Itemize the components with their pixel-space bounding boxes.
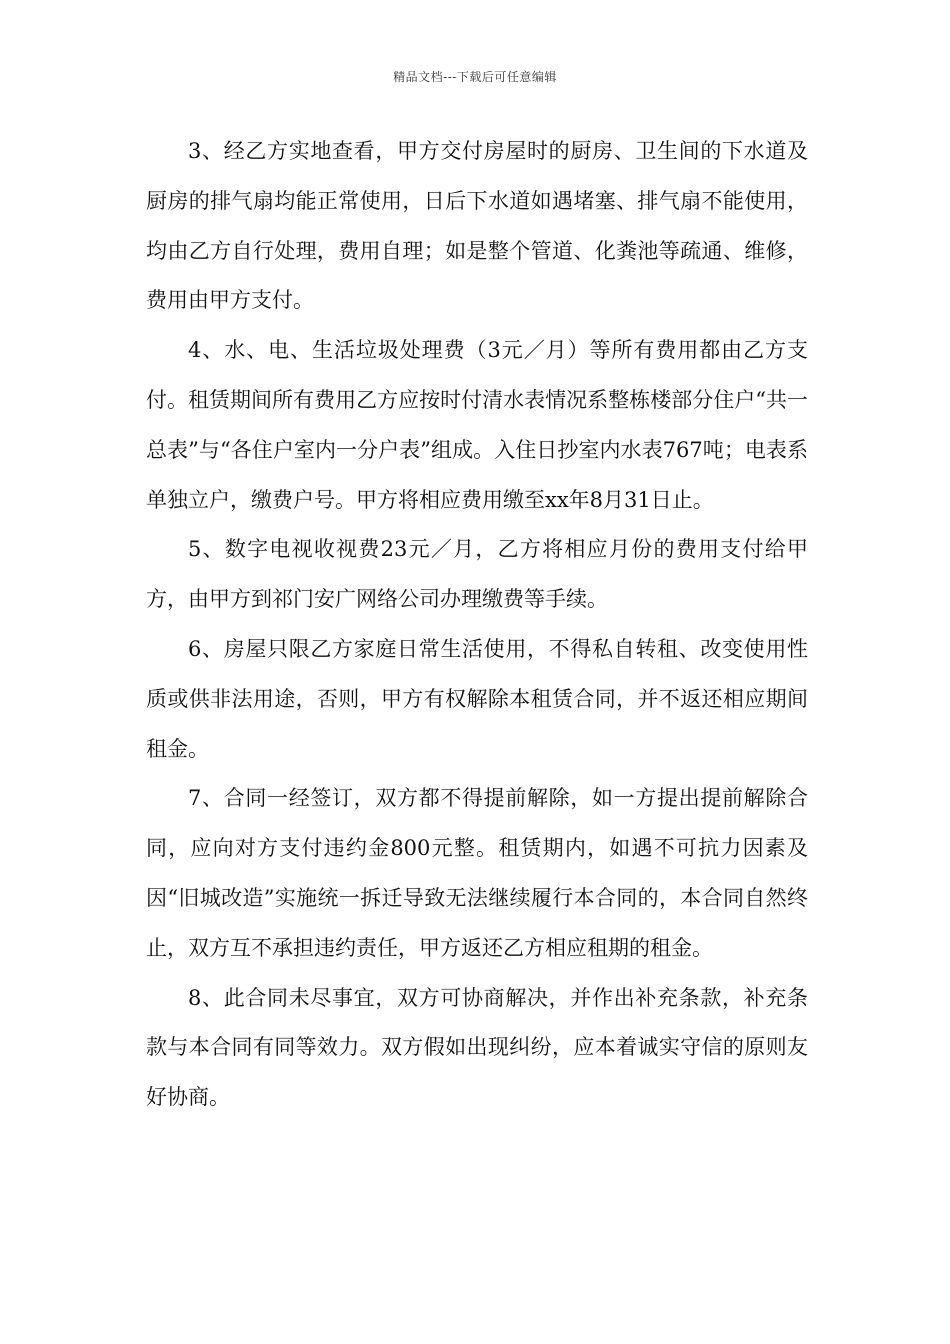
document-body <box>146 127 808 1123</box>
clause-4: 4、水、电、生活垃圾处理费（3元／月）等所有费用都由乙方支付。租赁期间所有费用乙方应按时付清水表情况系整栋楼部分住户“共一总表”与“各住户室内一分户表”组成。入住日抄室内水表767吨；电表系单独立户，缴费户号。甲方将相应费用缴至xx年8月31日止。 <box>146 338 808 512</box>
clause-5: 5、数字电视收视费23元／月，乙方将相应月份的费用支付给甲方，由甲方到祁门安广网络公司办理缴费等手续。 <box>146 537 808 612</box>
clause-7: 7、合同一经签订，双方都不得提前解除，如一方提出提前解除合同，应向对方支付违约金800元整。租赁期内，如遇不可抗力因素及因“旧城改造”实施统一拆迁导致无法继续履行本合同的，本合同自然终止，双方互不承担违约责任，甲方返还乙方相应租期的租金。 <box>146 786 808 960</box>
page-header: 精品文档---下载后可任意编辑 <box>393 70 557 84</box>
clause-6: 6、房屋只限乙方家庭日常生活使用，不得私自转租、改变使用性质或供非法用途，否则，甲方有权解除本租赁合同，并不返还相应期间租金。 <box>146 636 808 761</box>
clause-3: 3、经乙方实地查看，甲方交付房屋时的厨房、卫生间的下水道及厨房的排气扇均能正常使用，日后下水道如遇堵塞、排气扇不能使用，均由乙方自行处理，费用自理；如是整个管道、化粪池等疏通、维修，费用由甲方支付。 <box>146 139 808 313</box>
clause-8: 8、此合同未尽事宜，双方可协商解决，并作出补充条款，补充条款与本合同有同等效力。双方假如出现纠纷，应本着诚实守信的原则友好协商。 <box>146 985 808 1110</box>
